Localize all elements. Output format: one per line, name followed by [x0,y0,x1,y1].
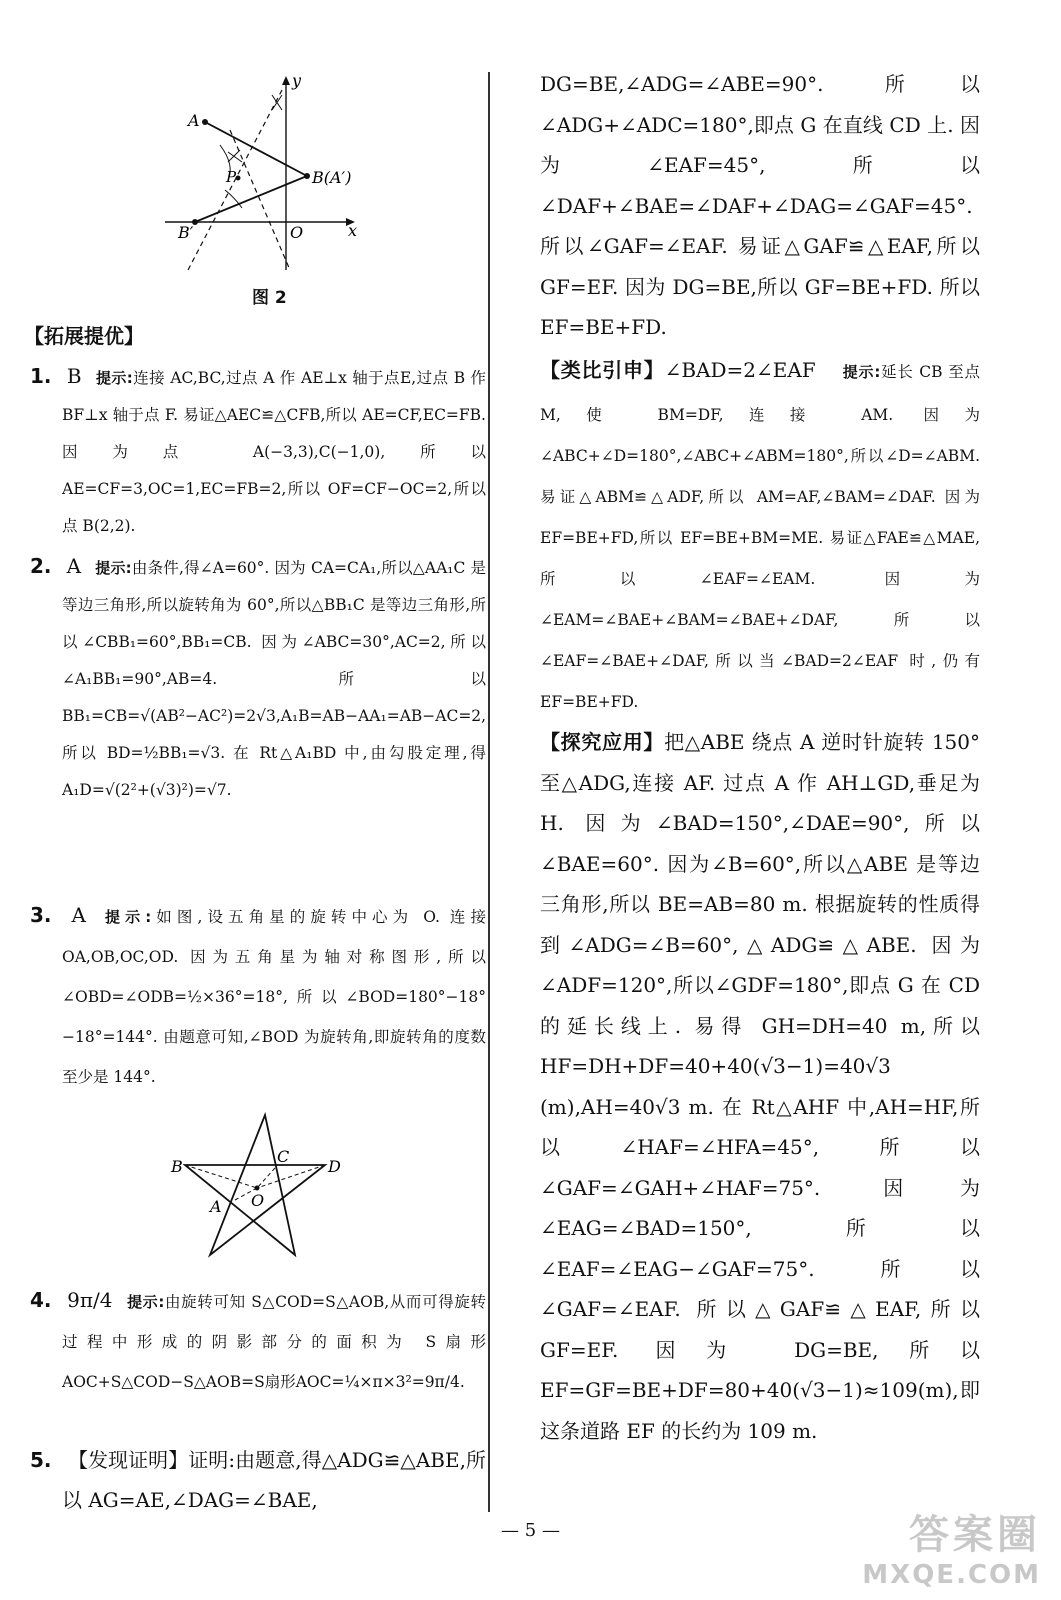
analogy-answer: ∠BAD=2∠EAF [664,358,816,382]
figure-2-caption: 图 2 [252,288,287,308]
star-label-O: O [251,1191,265,1210]
star-diagram [165,1110,355,1260]
exploration-text: 把△ABE 绕点 A 逆时针旋转 150°至△ADG,连接 AF. 过点 A 作 AH⊥GD,垂足为 H. 因为∠BAD=150°,∠DAE=90°,所以∠BAE=60°. 因为∠B=60°,所以△ABE 是等边三角形,所以 BE=AB=80 m. 根据旋转的性质得到∠ADG=∠B=60°,△ADG≌△ABE. 因为∠ADF=120°,所以∠GDF=180°,即点 G 在 CD 的延长线上. 易得 GH=DH=40 m,所以 HF=DH+DF=40+40(√3−1)=40√3 (m),AH=40√3 m. 在 Rt△AHF 中,AH=HF,所以∠HAF=∠HFA=45°,所以∠GAF=∠GAH+∠HAF=75°. 因为∠EAG=∠BAD=150°,所以∠EAF=∠EAG−∠GAF=75°. 所以∠GAF=∠EAF. 所以△GAF≌△EAF,所以 GF=EF. 因为 DG=BE,所以 EF=GF=BE+DF=80+40(√3−1)≈109(m),即这条道路 EF 的长约为 109 m. [540,730,981,1443]
item-number: 4. [30,1288,52,1312]
fig2-label-x: x [348,221,358,240]
watermark [862,1503,1041,1590]
answer-item-5 [24,1440,486,1520]
exploration-application [540,722,980,1451]
item-text: 【发现证明】证明:由题意,得△ADG≌△ABE,所以 AG=AE,∠DAG=∠BAE, [62,1448,487,1512]
answer-item-4 [24,1280,486,1402]
analogy-extension [540,350,980,721]
fig2-label-P: P [226,168,237,186]
section-title-extension: 【拓展提优】 [24,324,144,348]
analogy-label: 【类比引申】 [540,358,665,382]
hint-label: 提示: [95,559,132,577]
column-divider [488,72,490,1512]
item-text: 如图,设五角星的旋转中心为 O. 连接 OA,OB,OC,OD. 因为五角星为轴对称图形,所以∠OBD=∠ODB=½×36°=18°,所以∠BOD=180°−18°−18°=144°. 由题意可知,∠BOD 为旋转角,即旋转角的度数至少是 144°. [62,908,487,1086]
item-number: 2. [30,554,52,578]
item-answer: A [71,903,86,927]
hint-label: 提示: [126,1293,165,1311]
star-label-B: B [171,1157,183,1176]
item-answer: B [66,364,82,388]
analogy-hint-label: 提示: [842,363,881,381]
fig2-label-A: A [188,111,200,130]
item-number: 1. [30,364,52,388]
item-text: 连接 AC,BC,过点 A 作 AE⊥x 轴于点E,过点 B 作 BF⊥x 轴于点 F. 易证△AEC≌△CFB,所以 AE=CF,EC=FB. 因为点 A(−3,3),C(−1,0),所以 AE=CF=3,OC=1,EC=FB=2,所以 OF=CF−OC=2,所以点 B(2,2). [62,369,486,535]
fig2-label-O: O [290,223,304,242]
watermark-line2: MXQE.COM [862,1560,1041,1590]
answer-item-3 [24,895,486,1097]
fig2-label-y: y [292,71,302,90]
fig2-label-B: B(A′) [312,168,352,187]
discovery-proof-continued: DG=BE,∠ADG=∠ABE=90°. 所以∠ADG+∠ADC=180°,即点 G 在直线 CD 上. 因为∠EAF=45°,所以∠DAF+∠BAE=∠DAF+∠DAG=∠GAF=45°. 所以∠GAF=∠EAF. 易证△GAF≌△EAF,所以 GF=EF. 因为 DG=BE,所以 GF=BE+FD. 所以 EF=BE+FD. [540,72,980,339]
item-text: 由旋转可知 S△COD=S△AOB,从而可得旋转过程中形成的阴影部分的面积为 S扇形AOC+S△COD−S△AOB=S扇形AOC=¼×π×3²=9π/4. [62,1293,486,1391]
item-answer: 9π/4 [67,1288,113,1312]
answer-item-2 [24,548,486,809]
watermark-line1: 答案圈 [909,1512,1041,1558]
hint-label: 提示: [99,908,152,926]
item-text: 由条件,得∠A=60°. 因为 CA=CA₁,所以△AA₁C 是等边三角形,所以旋转角为 60°,所以△BB₁C 是等边三角形,所以∠CBB₁=60°,BB₁=CB. 因为∠ABC=30°,AC=2,所以∠A₁BB₁=90°,AB=4. 所以 BB₁=CB=√(AB²−AC²)=2√3,A₁B=AB−AA₁=AB−AC=2,所以 BD=½BB₁=√3. 在 Rt△A₁BD 中,由勾股定理,得 A₁D=√(2²+(√3)²)=√7. [62,559,487,799]
item-number: 5. [30,1448,52,1472]
hint-label: 提示: [95,369,133,387]
figure-2-diagram [160,70,380,280]
star-label-A: A [210,1197,222,1216]
analogy-hint-text: 延长 CB 至点 M,使 BM=DF,连接 AM. 因为∠ABC+∠D=180°,∠ABC+∠ABM=180°,所以∠D=∠ABM. 易证△ABM≌△ADF,所以 AM=AF,∠BAM=∠DAF. 因为 EF=BE+FD,所以 EF=BE+BM=ME. 易证△FAE≌△MAE,所以∠EAF=∠EAM. 因为∠EAM=∠BAE+∠BAM=∠BAE+∠DAF,所以∠EAF=∠BAE+∠DAF,所以当∠BAD=2∠EAF 时,仍有 EF=BE+FD. [540,363,981,711]
page-number: — 5 — [501,1520,560,1541]
exploration-label: 【探究应用】 [540,730,665,754]
fig2-label-Bprime: B′ [178,223,194,242]
star-label-C: C [277,1147,290,1166]
answer-item-1 [24,358,486,545]
item-number: 3. [30,903,52,927]
item-answer: A [66,554,82,578]
star-label-D: D [328,1157,341,1176]
